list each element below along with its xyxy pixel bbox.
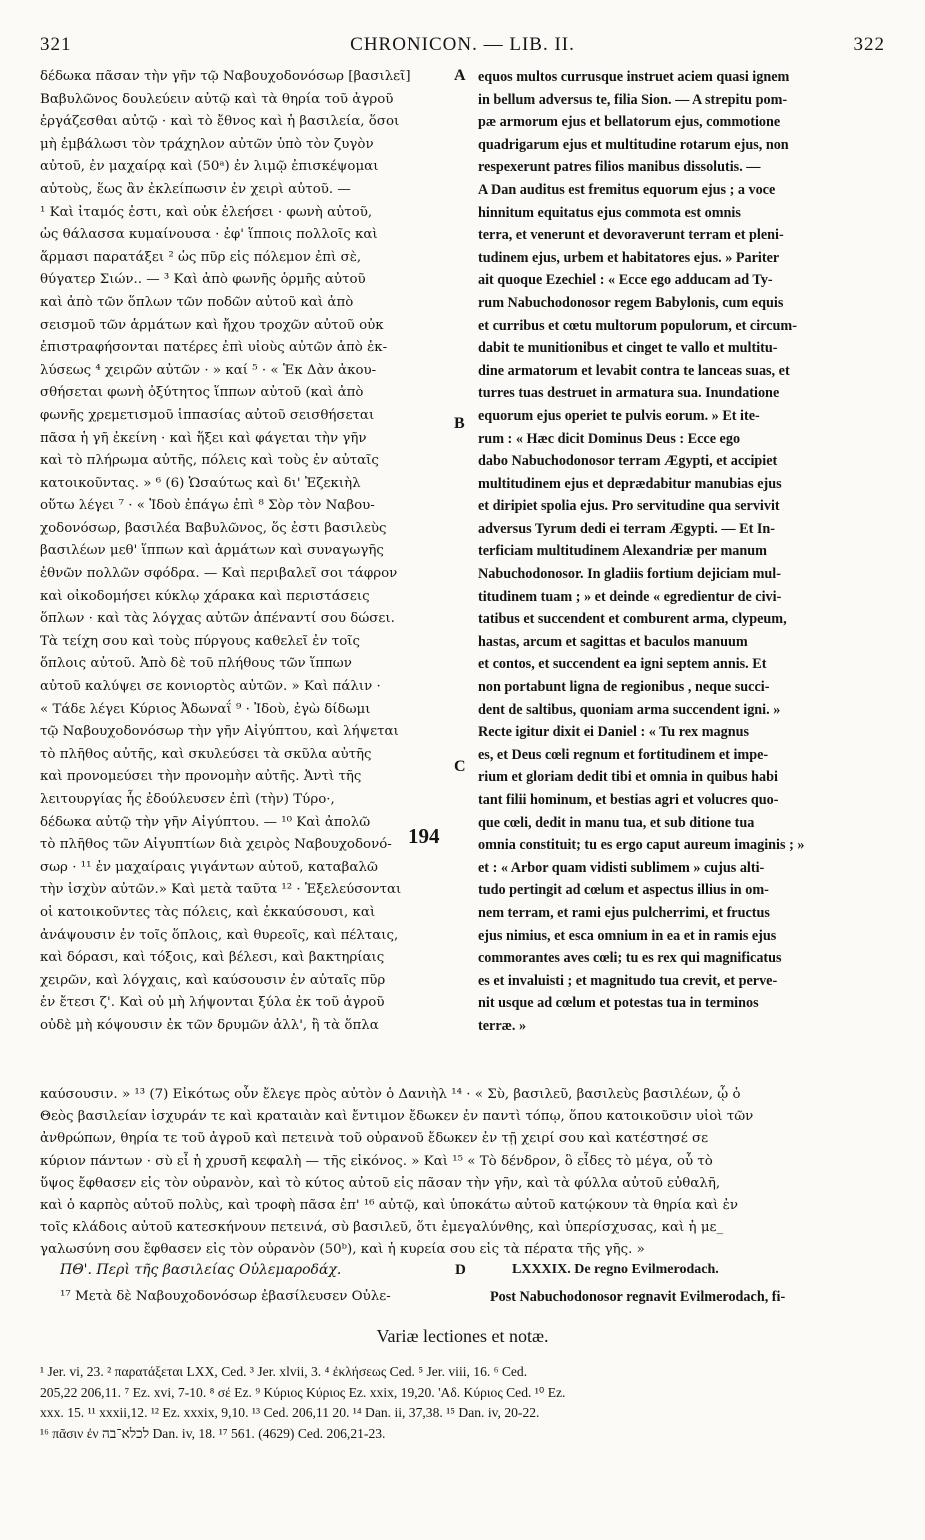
- latin-text-line: non portabunt ligna de regionibus , neque succi-: [478, 679, 770, 696]
- greek-text-line: πᾶσα ἡ γῆ ἐκείνη · καὶ ἥξει καὶ φάγεται τὴν γῆν: [40, 430, 367, 446]
- greek-text-line: ἐθνῶν πολλῶν σφόδρα. — Καὶ περιβαλεῖ σοι τάφρον: [40, 566, 398, 582]
- greek-text-line: ὡς θάλασσα κυμαίνουσα · ἐφ' ἵπποις πολλοῖς καὶ: [40, 227, 378, 243]
- latin-text-line: dabo Nabuchodonosor terram Ægypti, et accipiet: [478, 453, 778, 470]
- greek-text-line: καὶ δόρασι, καὶ τόξοις, καὶ βέλεσι, καὶ βακτηρίαις: [40, 950, 385, 966]
- greek-text-line: ἅρμασι παρατάξει ² ὡς πῦρ εἰς πόλεμον ἐπὶ σὲ,: [40, 249, 362, 265]
- greek-text-line: ἀνάψουσιν ἐν τοῖς ὅπλοις, καὶ θυρεοῖς, καὶ πέλταις,: [40, 927, 399, 943]
- greek-text-line: καὶ ἀπὸ τῶν ὅπλων τῶν ποδῶν αὐτοῦ καὶ ἀπὸ: [40, 294, 354, 310]
- latin-text-line: dent de saltibus, quoniam arma succendent igni. »: [478, 701, 781, 718]
- greek-text-line: μὴ ἐμβάλωσι τὸν τράχηλον αὐτῶν ὑπὸ τὸν ζυγὸν: [40, 136, 374, 152]
- greek-text-line: τὸ πλῆθος τῶν Αἰγυπτίων διὰ χειρὸς Ναβουχοδονό-: [40, 837, 392, 853]
- latin-text-line: rium et gloriam dedit tibi et omnia in quibus habi: [478, 769, 778, 786]
- latin-text-line: et diripiet spolia ejus. Pro servitudine qua servivit: [478, 498, 780, 515]
- greek-text-line: αὐτοῦ καλύψει σε κονιορτὸς αὐτῶν. » Καὶ πάλιν ·: [40, 679, 381, 695]
- greek-text-line: σθήσεται φωνὴ ὀξύτητος ἵππων αὐτοῦ (καὶ ἀπὸ: [40, 385, 364, 401]
- greek-text-line: ὅπλοις αὐτοῦ. Ἀπὸ δὲ τοῦ πλήθους τῶν ἵππων: [40, 656, 352, 672]
- greek-text-line: φωνῆς χρεμετισμοῦ ἱππασίας αὐτοῦ σεισθήσεται: [40, 407, 375, 423]
- text-line: γαλωσύνη σου ἔφθασεν εἰς τὸν οὐρανὸν (50ᵇ), καὶ ἡ κυρεία σου εἰς τὰ πέρατα τῆς γῆς. »: [40, 1242, 645, 1258]
- full-width-paragraph: [40, 1084, 890, 1262]
- latin-text-line: tant filii hominum, et bestias agri et volucres quo-: [478, 792, 779, 808]
- greek-text-line: κατοικοῦντας. » ⁶ (6) Ὡσαύτως καὶ δι' Ἐζεκιὴλ: [40, 475, 361, 491]
- footnote-line: xxx. 15. ¹¹ xxxii,12. ¹² Ez. xxxix, 9,10. ¹³ Ced. 206,11 20. ¹⁴ Dan. ii, 37,38. ¹⁵ Dan. iv, 20-22.: [40, 1405, 540, 1420]
- latin-text-line: nit usque ad cœlum et potestas tua in terminos: [478, 995, 759, 1012]
- latin-text-line: ejus nimius, et esca omnium in ea et in ramis ejus: [478, 927, 777, 944]
- greek-text-line: θύγατερ Σιών.. — ³ Καὶ ἀπὸ φωνῆς ὁρμῆς αὐτοῦ: [40, 272, 366, 288]
- latin-text-line: Recte igitur dixit ei Daniel : « Tu rex magnus: [478, 724, 750, 741]
- greek-text-line: δέδωκα πᾶσαν τὴν γῆν τῷ Ναβουχοδονόσωρ [βασιλεῖ]: [40, 69, 411, 84]
- greek-text-line: σεισμοῦ τῶν ἁρμάτων καὶ ἤχου τροχῶν αὐτοῦ οὐκ: [40, 317, 384, 333]
- page-number-right: 322: [853, 34, 885, 55]
- greek-text-line: ἐπιστραφήσονται πατέρες ἐπὶ υἱοὺς αὐτῶν ἀπὸ ἐκ-: [40, 340, 388, 356]
- greek-text-line: οὕτω λέγει ⁷ · « Ἰδοὺ ἐπάγω ἐπὶ ⁸ Σὸρ τὸν Ναβου-: [40, 498, 375, 514]
- page-number-left: 321: [40, 34, 72, 55]
- greek-text-line: ὅπλων · καὶ τὰς λόγχας αὐτῶν ἀπέναντί σου δώσει.: [40, 611, 395, 627]
- latin-text-line: tudo pertingit ad cœlum et aspectus illius in om-: [478, 882, 769, 899]
- greek-text-line: Τὰ τείχη σου καὶ τοὺς πύργους καθελεῖ ἐν τοῖς: [40, 633, 361, 649]
- margin-marker-d: D: [455, 1262, 466, 1278]
- latin-text-line: rum Nabuchodonosor regem Babylonis, cum equis: [478, 294, 784, 311]
- latin-text-line: tatibus et succendent et comburent arma, clypeum,: [478, 611, 787, 628]
- latin-text-line: pæ armorum ejus et bellatorum ejus, commotione: [478, 114, 781, 131]
- latin-text-line: terra, et venerunt et devoraverunt terram et pleni-: [478, 227, 784, 244]
- latin-text-line: in bellum adversus te, filia Sion. — A strepitu pom-: [478, 91, 788, 108]
- greek-text-line: λύσεως ⁴ χειρῶν αὐτῶν · » καί ⁵ · « Ἐκ Δὰν ἀκου-: [40, 362, 377, 378]
- latin-section-line: Post Nabuchodonosor regnavit Evilmerodach, fi-: [490, 1289, 786, 1305]
- latin-text-line: titudinem tuam ; » et deinde « egredientur de civi-: [478, 588, 782, 605]
- latin-text-line: rum : « Hæc dicit Dominus Deus : Ecce ego: [478, 430, 741, 447]
- greek-text-line: ἐν ἔτεσι ζ'. Καὶ οὐ μὴ λήψονται ξύλα ἐκ τοῦ ἀγροῦ: [40, 995, 385, 1011]
- margin-marker-c: C: [454, 758, 466, 775]
- latin-text-line: adversus Tyrum dedi ei terram Ægypti. — Et In-: [478, 520, 776, 537]
- greek-text-line: χοδονόσωρ, βασιλέα Βαβυλῶνος, ὅς ἐστι βασιλεὺς: [40, 520, 387, 536]
- latin-section-title: LXXXIX. De regno Evilmerodach.: [512, 1262, 719, 1277]
- greek-text-line: αὐτοὺς, ἕως ἂν ἐκλείπωσιν ἐν χειρὶ αὐτοῦ. —: [40, 181, 351, 197]
- greek-text-line: « Τάδε λέγει Κύριος Ἀδωναΐ ⁹ · Ἰδοὺ, ἐγὼ δίδωμι: [40, 701, 371, 717]
- greek-text-line: δέδωκα αὐτῷ τὴν γῆν Αἰγύπτου. — ¹⁰ Καὶ ἀπολῶ: [40, 814, 371, 830]
- greek-text-line: τῷ Ναβουχοδονόσωρ τὴν γῆν Αἰγύπτου, καὶ λήψεται: [40, 724, 399, 740]
- greek-text-line: χειρῶν, καὶ λόγχαις, καὶ καύσουσιν ἐν αὐταῖς πῦρ: [40, 972, 386, 988]
- greek-section-title: ΠΘ'. Περὶ τῆς βασιλείας Οὐλεμαροδάχ.: [60, 1262, 342, 1278]
- latin-text-line: ait quoque Ezechiel : « Ecce ego adducam ad Ty-: [478, 272, 773, 289]
- latin-text-line: dine armatorum et levabit contra te lanceas suas, et: [478, 362, 790, 379]
- latin-text-line: hastas, arcum et sagittas et baculos manuum: [478, 633, 748, 650]
- margin-marker-a: A: [454, 67, 466, 84]
- latin-text-line: equorum ejus operiet te pulvis eorum. » Et ite-: [478, 407, 760, 424]
- latin-text-line: omnia constituit; tu es ergo caput aureum imaginis ; »: [478, 837, 805, 854]
- text-line: ὕψος ἔφθασεν εἰς τὸν οὐρανὸν, καὶ τὸ κύτος αὐτοῦ εἰς πᾶσαν τὴν γῆν, καὶ τὰ φύλλα αὐτοῦ εὐθαλῆ,: [40, 1175, 721, 1191]
- greek-text-line: σωρ · ¹¹ ἐν μαχαίραις γιγάντων αὐτοῦ, καταβαλῶ: [40, 859, 378, 875]
- latin-text-line: multitudinem ejus et deprædabitur manubias ejus: [478, 475, 782, 492]
- greek-text-line: τὸ πλῆθος αὐτῆς, καὶ σκυλεύσει τὰ σκῦλα αὐτῆς: [40, 746, 372, 762]
- greek-text-line: λειτουργίας ἧς ἐδούλευσεν ἐπὶ (τὴν) Τύρο·,: [40, 792, 335, 807]
- text-line: Θεὸς βασιλείαν ἰσχυράν τε καὶ κραταιὰν καὶ ἔντιμον ἔδωκεν ἐν παντὶ τόπῳ, ὅπου κατοικοῦσιν υἱοὶ τῶν: [40, 1109, 754, 1125]
- variae-lectiones-title: Variæ lectiones et notæ.: [376, 1326, 549, 1346]
- latin-text-line: quadrigarum ejus et multitudine rotarum ejus, non: [478, 136, 789, 153]
- latin-text-line: turres tuas destruet in armatura sua. Inundatione: [478, 385, 780, 402]
- latin-text-line: equos multos currusque instruet aciem quasi ignem: [478, 69, 790, 85]
- latin-text-line: tudinem ejus, urbem et habitatores ejus. » Pariter: [478, 249, 780, 266]
- running-title: CHRONICON. — LIB. II.: [350, 34, 575, 55]
- text-line: τοῖς κλάδοις αὐτοῦ κατεσκήνουν πετεινά, σὺ βασιλεῦ, ὅτι ἐμεγαλύνθης, καὶ ὑπερίσχυσας, καὶ ἡ με_: [40, 1220, 724, 1236]
- greek-column: [40, 66, 462, 1038]
- latin-text-line: respexerunt patres filios manibus dissolutis. —: [478, 159, 761, 176]
- greek-text-line: καὶ προνομεύσει τὴν προνομὴν αὐτῆς. Ἀντὶ τῆς: [40, 769, 362, 785]
- greek-text-line: καὶ οἰκοδομήσει κύκλῳ χάρακα καὶ περιστάσεις: [40, 588, 370, 604]
- latin-text-line: et : « Arbor quam vidisti sublimem » cujus alti-: [478, 859, 765, 876]
- latin-text-line: Nabuchodonosor. In gladiis fortium dejiciam mul-: [478, 566, 781, 583]
- latin-text-line: hinnitum equitatus ejus commota est omnis: [478, 204, 741, 221]
- footnote-line: 205,22 206,11. ⁷ Ez. xvi, 7-10. ⁸ σέ Ez. ⁹ Κύριος Κύριος Ez. xxix, 19,20. 'Αδ. Κύριος Ced. ¹⁰ Ez.: [40, 1384, 566, 1400]
- margin-marker-b: B: [454, 415, 465, 432]
- page-header: [40, 34, 885, 64]
- footnote-line: ¹⁶ πᾶσιν ἐν לכלא־בה Dan. iv, 18. ¹⁷ 561. (4629) Ced. 206,21-23.: [40, 1425, 386, 1441]
- latin-text-line: dabit te munitionibus et cinget te vallo et multitu-: [478, 340, 778, 357]
- footnotes: [40, 1362, 890, 1444]
- greek-text-line: ¹ Καὶ ἰταμός ἐστι, καὶ οὐκ ἐλεήσει · φωνὴ αὐτοῦ,: [40, 204, 373, 220]
- greek-text-line: ἐργάζεσθαι αὐτῷ · καὶ τὸ ἔθνος καὶ ἡ βασιλεία, ὅσοι: [40, 114, 400, 130]
- text-line: κύριον πάντων · σὺ εἶ ἡ χρυσῆ κεφαλὴ — τῆς εἰκόνος. » Καὶ ¹⁵ « Τὸ δένδρον, ὃ εἶδες τὸ μέγα, οὗ τὸ: [40, 1153, 713, 1169]
- latin-text-line: A Dan auditus est fremitus equorum ejus ; a voce: [478, 181, 776, 198]
- greek-text-line: βασιλέων μεθ' ἵππων καὶ ἁρμάτων καὶ συναγωγῆς: [40, 543, 384, 559]
- latin-text-line: es et invaluisti ; et magnitudo tua crevit, et perve-: [478, 972, 778, 989]
- footnote-line: ¹ Jer. vi, 23. ² παρατάξεται LXX, Ced. ³ Jer. xlvii, 3. ⁴ ἐκλήσεως Ced. ⁵ Jer. viii, 16. ⁶ Ced.: [40, 1364, 528, 1379]
- column-number: 194: [408, 824, 440, 848]
- greek-text-line: οἱ κατοικοῦντες τὰς πόλεις, καὶ ἐκκαύσουσι, καὶ: [40, 904, 376, 920]
- greek-text-line: αὐτοῦ, ἐν μαχαίρᾳ καὶ (50ᵃ) ἐν λιμῷ ἐπισκέψομαι: [40, 159, 379, 175]
- latin-text-line: commorantes aves cœli; tu es rex qui magnificatus: [478, 950, 782, 967]
- text-line: καὶ ὁ καρπὸς αὐτοῦ πολὺς, καὶ τροφὴ πᾶσα ἐπ' ¹⁶ αὐτῷ, καὶ ὑποκάτω αὐτοῦ κατῴκουν τὰ θηρία καὶ ἐν: [40, 1197, 738, 1213]
- text-line: καύσουσιν. » ¹³ (7) Εἰκότως οὖν ἔλεγε πρὸς αὐτὸν ὁ Δανιὴλ ¹⁴ · « Σὺ, βασιλεῦ, βασιλεὺς βασιλέων, ᾧ ὁ: [40, 1087, 741, 1102]
- greek-text-line: οὐδὲ μὴ κόψουσιν ἐκ τῶν δρυμῶν ἀλλ', ἢ τὰ ὅπλα: [40, 1017, 379, 1033]
- latin-text-line: que cœli, dedit in manu tua, et sub ditione tua: [478, 814, 755, 831]
- greek-text-line: καὶ τὸ πλήρωμα αὐτῆς, πόλεις καὶ τοὺς ἐν αὐταῖς: [40, 453, 379, 469]
- greek-section-line: ¹⁷ Μετὰ δὲ Ναβουχοδονόσωρ ἐβασίλευσεν Οὐλε-: [60, 1289, 391, 1304]
- text-line: ἀνθρώπων, θηρία τε τοῦ ἀγροῦ καὶ πετεινὰ τοῦ οὐρανοῦ ἔδωκεν ἐν τῇ χειρί σου καὶ κατέστησέ σε: [40, 1131, 709, 1147]
- latin-text-line: terficiam multitudinem Alexandriæ per manum: [478, 543, 767, 560]
- latin-text-line: nem terram, et rami ejus pulcherrimi, et fructus: [478, 904, 770, 921]
- latin-column: [478, 66, 890, 1038]
- greek-text-line: Βαβυλῶνος δουλεύειν αὐτῷ καὶ τὰ θηρία τοῦ ἀγροῦ: [40, 91, 394, 107]
- greek-text-line: τὴν ἰσχὺν αὐτῶν.» Καὶ μετὰ ταῦτα ¹² · Ἐξελεύσονται: [40, 882, 402, 898]
- latin-text-line: et contos, et succendent ea igni septem annis. Et: [478, 656, 767, 673]
- latin-text-line: et curribus et cœtu multorum populorum, et circum-: [478, 317, 797, 334]
- latin-text-line: es, et Deus cœli regnum et fortitudinem et impe-: [478, 746, 769, 763]
- latin-text-line: terræ. »: [478, 1017, 527, 1034]
